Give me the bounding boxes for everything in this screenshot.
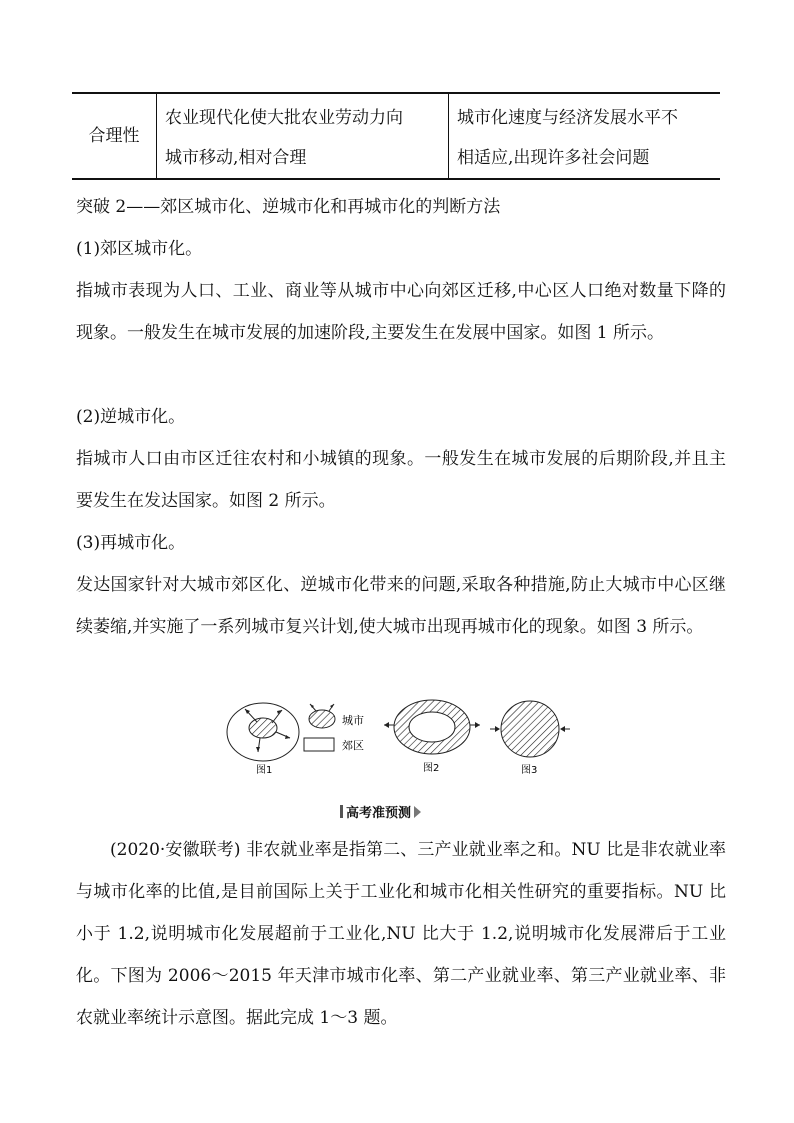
item1-body: 指城市表现为人口、工业、商业等从城市中心向郊区迁移,中心区人口绝对数量下降的现象。一般发生在城市发展的加速阶段,主要发生在发展中国家。如图 1 所示。 [76,281,726,343]
legend-city-label: 城市 [342,714,364,727]
table-cell-line: 城市化速度与经济发展水平不 [457,108,678,128]
table-row-label: 合理性 [72,94,157,178]
figure2-caption: 图2 [423,763,440,774]
legend-suburb-label: 郊区 [342,739,364,752]
table-cell-line: 相适应,出现许多社会问题 [457,148,650,168]
table-cell-agriculture [157,94,449,178]
item3-body: 发达国家针对大城市郊区化、逆城市化带来的问题,采取各种措施,防止大城市中心区继续萎缩,并实施了一系列城市复兴计划,使大城市出现再城市化的现象。如图 3 所示。 [76,575,726,637]
item2-body: 指城市人口由市区迁往农村和小城镇的现象。一般发生在城市发展的后期阶段,并且主要发生在发达国家。如图 2 所示。 [76,449,726,511]
question-intro: (2020·安徽联考) 非农就业率是指第二、三产业就业率之和。NU 比是非农就业率与城市化率的比值,是目前国际上关于工业化和城市化相关性研究的重要指标。NU 比小于 1.2,说明城市化发展超前于工业化,NU 比大于 1.2,说明城市化发展滞后于工业化。下图为 2006～2015 年天津市城市化率、第二产业就业率、第三产业就业率、非农就业率统计示意图。据此完成 1～3 题。 [76,840,726,1028]
urbanization-figure [220,695,580,777]
table-cell-problems [449,94,720,178]
figure2-diagram [384,700,480,754]
item3-title: (3)再城市化。 [76,533,186,553]
item1-title: (1)郊区城市化。 [76,239,203,259]
banner-label: 高考准预测 [346,806,412,821]
banner-bar-icon [340,805,343,818]
item2-title: (2)逆城市化。 [76,407,186,427]
figure-legend [304,704,364,752]
comparison-table-row [72,92,720,180]
banner-arrow-icon [414,806,421,818]
section-heading: 突破 2——郊区城市化、逆城市化和再城市化的判断方法 [76,197,501,217]
figure3-diagram [490,701,570,757]
table-cell-line: 城市移动,相对合理 [165,148,307,168]
figure1-diagram [227,703,299,761]
section-banner [340,802,421,821]
table-cell-line: 农业现代化使大批农业劳动力向 [165,108,403,128]
figure1-caption: 图1 [256,765,273,776]
figure3-caption: 图3 [521,765,538,776]
suburb-legend-box [304,738,334,751]
